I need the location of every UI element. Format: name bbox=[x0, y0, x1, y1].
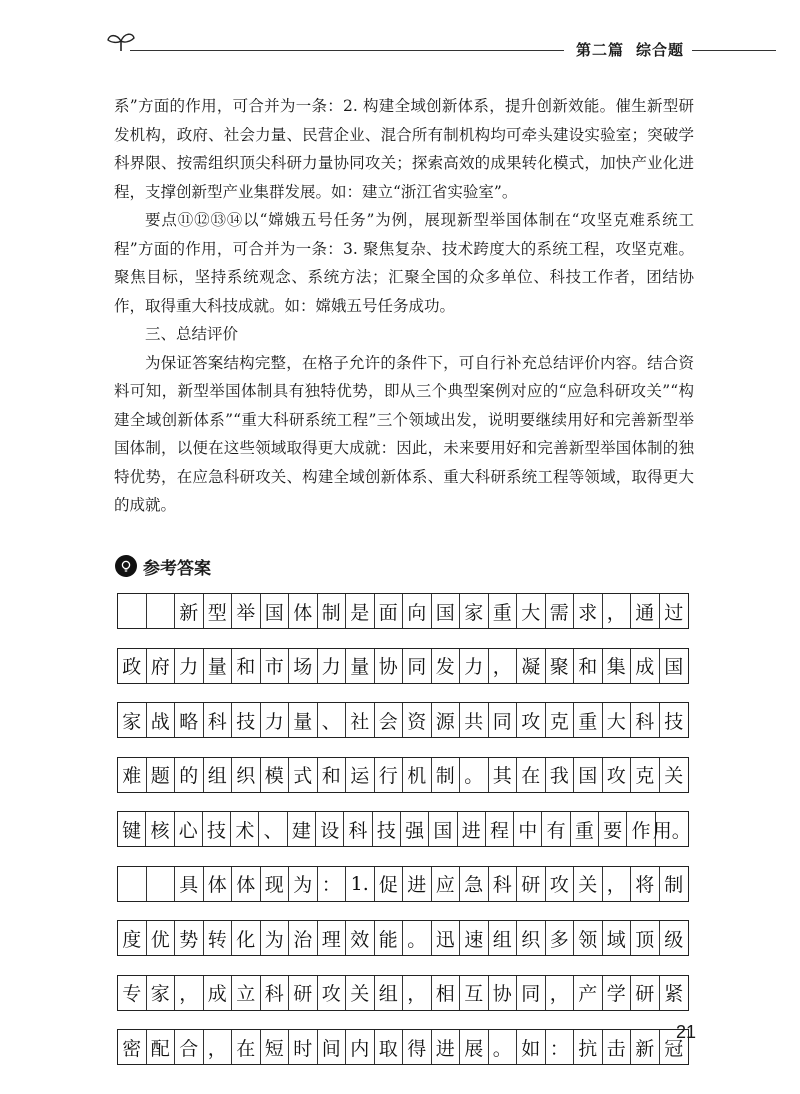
grid-cell: 机 bbox=[403, 758, 432, 792]
grid-cell: 制 bbox=[432, 758, 461, 792]
grid-cell: 迅 bbox=[432, 921, 461, 955]
grid-cell: 1. bbox=[346, 867, 375, 901]
grid-cell: 运 bbox=[346, 758, 375, 792]
grid-cell: 体 bbox=[204, 867, 233, 901]
grid-row bbox=[117, 920, 689, 956]
grid-cell: 转 bbox=[204, 921, 233, 955]
grid-cell: 程 bbox=[486, 812, 514, 846]
grid-cell: 短 bbox=[261, 1030, 290, 1064]
grid-cell: 关 bbox=[664, 765, 684, 787]
grid-cell: 攻 bbox=[603, 758, 632, 792]
grid-cell: 科 bbox=[204, 703, 233, 737]
grid-cell: 家 bbox=[460, 594, 489, 628]
grid-cell: 源 bbox=[432, 703, 461, 737]
grid-cell: 制 bbox=[664, 874, 684, 896]
grid-cell: 聚 bbox=[546, 649, 575, 683]
grid-cell: 效 bbox=[346, 921, 375, 955]
grid-cell: 凝 bbox=[517, 649, 546, 683]
grid-cell: 展 bbox=[460, 1030, 489, 1064]
grid-cell: ， bbox=[603, 867, 632, 901]
grid-cell: 同 bbox=[517, 976, 546, 1010]
grid-cell: 国 bbox=[261, 594, 290, 628]
grid-cell: 研 bbox=[631, 976, 660, 1010]
paragraph: 为保证答案结构完整，在格子允许的条件下，可自行补充总结评价内容。结合资料可知，新型举国体制具有独特优势，即从三个典型案例对应的“应急科研攻关”“构建全域创新体系”“重大科研系统工程”三个领域出发，说明要继续用好和完善新型举国体制，以便在这些领域取得更大成就：因此，未来要用好和完善新型举国体制的独特优势，在应急科研攻关、构建全域创新体系、重大科研系统工程等领域，取得更大的成就。 bbox=[114, 353, 694, 514]
grid-cell: 社 bbox=[346, 703, 375, 737]
grid-cell: 科 bbox=[261, 976, 290, 1010]
grid-cell: 冠 bbox=[664, 1037, 684, 1060]
header-rule-right bbox=[692, 50, 776, 51]
grid-cell bbox=[147, 594, 176, 628]
grid-cell: 求 bbox=[574, 594, 603, 628]
grid-cell: 学 bbox=[603, 976, 632, 1010]
grid-cell: 家 bbox=[147, 976, 176, 1010]
grid-cell: 急 bbox=[460, 867, 489, 901]
grid-cell: 级 bbox=[664, 928, 684, 951]
grid-cell: 成 bbox=[631, 649, 660, 683]
grid-cell: 量 bbox=[204, 649, 233, 683]
grid-cell: 间 bbox=[318, 1030, 347, 1064]
grid-cell: 织 bbox=[517, 921, 546, 955]
answer-title: 参考答案 bbox=[143, 558, 211, 579]
grid-cell: 得 bbox=[403, 1030, 432, 1064]
grid-cell: 。 bbox=[489, 1030, 518, 1064]
grid-cell: 顶 bbox=[631, 921, 660, 955]
grid-cell: ， bbox=[204, 1030, 233, 1064]
grid-cell: 国 bbox=[432, 594, 461, 628]
grid-cell: 进 bbox=[403, 867, 432, 901]
grid-cell: 中 bbox=[514, 812, 542, 846]
grid-cell: 。 bbox=[460, 758, 489, 792]
section-heading: 三、总结评价 bbox=[145, 325, 239, 343]
grid-cell: 国 bbox=[429, 812, 457, 846]
grid-cell: 技 bbox=[664, 710, 684, 733]
grid-cell: 要 bbox=[599, 812, 627, 846]
grid-cell: 和 bbox=[318, 758, 347, 792]
grid-cell: ， bbox=[603, 594, 632, 628]
grid-cell: 是 bbox=[346, 594, 375, 628]
grid-cell: 速 bbox=[460, 921, 489, 955]
grid-cell: 成 bbox=[204, 976, 233, 1010]
grid-cell bbox=[118, 867, 147, 901]
grid-cell: 促 bbox=[375, 867, 404, 901]
grid-cell: ， bbox=[175, 976, 204, 1010]
grid-cell: 多 bbox=[546, 921, 575, 955]
grid-cell: 度 bbox=[118, 921, 147, 955]
grid-row bbox=[117, 1029, 689, 1065]
grid-cell: 大 bbox=[517, 594, 546, 628]
grid-cell: 在 bbox=[517, 758, 546, 792]
grid-cell: 建 bbox=[288, 812, 316, 846]
grid-cell bbox=[118, 594, 147, 628]
header-section: 综合题 bbox=[636, 41, 685, 59]
grid-cell: 术 bbox=[231, 812, 259, 846]
grid-cell: 和 bbox=[232, 649, 261, 683]
grid-cell: 过 bbox=[664, 601, 684, 624]
grid-cell: 攻 bbox=[517, 703, 546, 737]
grid-cell: 立 bbox=[232, 976, 261, 1010]
grid-cell: 有 bbox=[542, 812, 570, 846]
grid-cell: 同 bbox=[489, 703, 518, 737]
lightbulb-icon bbox=[115, 555, 137, 577]
grid-cell: 力 bbox=[261, 703, 290, 737]
grid-cell: 专 bbox=[118, 976, 147, 1010]
body-text bbox=[114, 92, 694, 520]
grid-cell: 同 bbox=[403, 649, 432, 683]
grid-cell: 键 bbox=[118, 812, 146, 846]
grid-cell: 模 bbox=[261, 758, 290, 792]
grid-cell: 组 bbox=[489, 921, 518, 955]
grid-cell: 势 bbox=[175, 921, 204, 955]
grid-cell: 行 bbox=[375, 758, 404, 792]
grid-cell: 核 bbox=[146, 812, 174, 846]
grid-cell: 配 bbox=[147, 1030, 176, 1064]
grid-cell: 市 bbox=[261, 649, 290, 683]
grid-row bbox=[117, 757, 689, 793]
grid-cell: 科 bbox=[631, 703, 660, 737]
grid-cell: 场 bbox=[289, 649, 318, 683]
grid-cell: 抗 bbox=[574, 1030, 603, 1064]
grid-cell: 的 bbox=[175, 758, 204, 792]
grid-row bbox=[117, 975, 689, 1011]
grid-cell: 家 bbox=[118, 703, 147, 737]
sprout-icon bbox=[106, 30, 136, 52]
grid-cell: 举 bbox=[232, 594, 261, 628]
grid-cell: 面 bbox=[375, 594, 404, 628]
grid-cell: 新 bbox=[631, 1030, 660, 1064]
grid-cell: 政 bbox=[118, 649, 147, 683]
grid-cell: 研 bbox=[289, 976, 318, 1010]
grid-cell: 通 bbox=[631, 594, 660, 628]
grid-cell: 研 bbox=[517, 867, 546, 901]
paragraph: 系”方面的作用，可合并为一条：2. 构建全域创新体系，提升创新效能。催生新型研发机构，政府、社会力量、民营企业、混合所有制机构均可牵头建设实验室；突破学科界限、按需组织顶尖科研力量协同攻关；探索高效的成果转化模式，加快产业化进程，支撑创新型产业集群发展。如：建立“浙江省实验室”。 bbox=[114, 97, 694, 201]
grid-cell: 优 bbox=[147, 921, 176, 955]
grid-cell: 治 bbox=[289, 921, 318, 955]
answer-heading bbox=[115, 553, 211, 579]
grid-cell: 向 bbox=[403, 594, 432, 628]
grid-cell: 能 bbox=[375, 921, 404, 955]
grid-cell: 难 bbox=[118, 758, 147, 792]
grid-cell: 会 bbox=[375, 703, 404, 737]
grid-cell: 技 bbox=[232, 703, 261, 737]
grid-cell: 击 bbox=[603, 1030, 632, 1064]
grid-cell: 技 bbox=[203, 812, 231, 846]
grid-cell: 资 bbox=[403, 703, 432, 737]
grid-cell bbox=[147, 867, 176, 901]
grid-cell: 共 bbox=[460, 703, 489, 737]
grid-cell: 制 bbox=[318, 594, 347, 628]
page-header bbox=[0, 0, 800, 80]
grid-cell: 协 bbox=[375, 649, 404, 683]
grid-cell: 国 bbox=[664, 656, 684, 678]
grid-cell: 强 bbox=[401, 812, 429, 846]
grid-cell: 科 bbox=[344, 812, 372, 846]
answer-grid bbox=[117, 593, 689, 1084]
grid-cell: 关 bbox=[574, 867, 603, 901]
grid-cell: 型 bbox=[204, 594, 233, 628]
grid-cell: 相 bbox=[432, 976, 461, 1010]
grid-cell: 重 bbox=[571, 812, 599, 846]
grid-cell: 府 bbox=[147, 649, 176, 683]
paragraph: 要点⑪⑫⑬⑭以“嫦娥五号任务”为例，展现新型举国体制在“攻坚克难系统工程”方面的作用，可合并为一条：3. 聚焦复杂、技术跨度大的系统工程，攻坚克难。聚焦目标，坚持系统观念、系统方法；汇聚全国的众多单位、科技工作者，团结协作，取得重大科技成就。如：嫦娥五号任务成功。 bbox=[114, 211, 694, 315]
grid-cell: ， bbox=[489, 649, 518, 683]
grid-cell: 。 bbox=[403, 921, 432, 955]
grid-cell: 大 bbox=[603, 703, 632, 737]
grid-cell: 题 bbox=[147, 758, 176, 792]
grid-cell: 如 bbox=[517, 1030, 546, 1064]
grid-row bbox=[117, 702, 689, 738]
grid-cell: 集 bbox=[603, 649, 632, 683]
grid-cell: 进 bbox=[458, 812, 486, 846]
grid-cell: 战 bbox=[147, 703, 176, 737]
grid-cell: 密 bbox=[118, 1030, 147, 1064]
header-title bbox=[576, 39, 684, 60]
grid-cell: 协 bbox=[489, 976, 518, 1010]
grid-cell: 作 bbox=[627, 812, 655, 846]
grid-cell: 国 bbox=[574, 758, 603, 792]
grid-cell: 、 bbox=[318, 703, 347, 737]
grid-cell: 新 bbox=[175, 594, 204, 628]
grid-cell: 攻 bbox=[318, 976, 347, 1010]
grid-cell: 其 bbox=[489, 758, 518, 792]
grid-cell: 理 bbox=[318, 921, 347, 955]
grid-row bbox=[117, 648, 689, 684]
grid-cell: ： bbox=[546, 1030, 575, 1064]
grid-cell: 量 bbox=[346, 649, 375, 683]
grid-cell: 体 bbox=[289, 594, 318, 628]
grid-cell: 力 bbox=[460, 649, 489, 683]
grid-cell: 内 bbox=[346, 1030, 375, 1064]
grid-cell: 技 bbox=[373, 812, 401, 846]
grid-cell: 心 bbox=[175, 812, 203, 846]
grid-cell: 应 bbox=[432, 867, 461, 901]
grid-cell: ， bbox=[403, 976, 432, 1010]
grid-cell: 织 bbox=[232, 758, 261, 792]
grid-cell: 和 bbox=[574, 649, 603, 683]
grid-cell: 组 bbox=[204, 758, 233, 792]
grid-cell: 时 bbox=[289, 1030, 318, 1064]
grid-cell: 紧 bbox=[664, 983, 684, 1005]
grid-cell: 在 bbox=[232, 1030, 261, 1064]
grid-cell: 我 bbox=[546, 758, 575, 792]
grid-cell: 用。 bbox=[652, 819, 691, 842]
grid-cell: 将 bbox=[631, 867, 660, 901]
grid-cell: 需 bbox=[546, 594, 575, 628]
grid-cell: 科 bbox=[489, 867, 518, 901]
grid-cell: 体 bbox=[232, 867, 261, 901]
grid-cell: 互 bbox=[460, 976, 489, 1010]
grid-cell: 取 bbox=[375, 1030, 404, 1064]
grid-cell: 略 bbox=[175, 703, 204, 737]
grid-cell: 克 bbox=[546, 703, 575, 737]
header-part: 第二篇 bbox=[576, 41, 625, 59]
grid-cell: 攻 bbox=[546, 867, 575, 901]
grid-cell: 设 bbox=[316, 812, 344, 846]
grid-cell: 具 bbox=[175, 867, 204, 901]
grid-cell: 产 bbox=[574, 976, 603, 1010]
grid-cell: 式 bbox=[289, 758, 318, 792]
grid-cell: 重 bbox=[489, 594, 518, 628]
grid-cell: ， bbox=[546, 976, 575, 1010]
grid-row bbox=[117, 811, 689, 847]
grid-cell: 力 bbox=[318, 649, 347, 683]
grid-cell: 发 bbox=[432, 649, 461, 683]
grid-cell: ： bbox=[318, 867, 347, 901]
grid-row bbox=[117, 866, 689, 902]
header-rule-left bbox=[130, 50, 564, 51]
grid-cell: 组 bbox=[375, 976, 404, 1010]
grid-cell: 关 bbox=[346, 976, 375, 1010]
grid-cell: 领 bbox=[574, 921, 603, 955]
page-number: 21 bbox=[676, 1022, 697, 1042]
grid-row bbox=[117, 593, 689, 629]
grid-cell: 力 bbox=[175, 649, 204, 683]
grid-cell: 量 bbox=[289, 703, 318, 737]
grid-cell: 化 bbox=[232, 921, 261, 955]
grid-cell: 为 bbox=[261, 921, 290, 955]
grid-cell: 重 bbox=[574, 703, 603, 737]
grid-cell: 进 bbox=[432, 1030, 461, 1064]
grid-cell: 域 bbox=[603, 921, 632, 955]
grid-cell: 合 bbox=[175, 1030, 204, 1064]
grid-cell: 现 bbox=[261, 867, 290, 901]
grid-cell: 为 bbox=[289, 867, 318, 901]
grid-cell: 、 bbox=[259, 812, 287, 846]
grid-cell: 克 bbox=[631, 758, 660, 792]
